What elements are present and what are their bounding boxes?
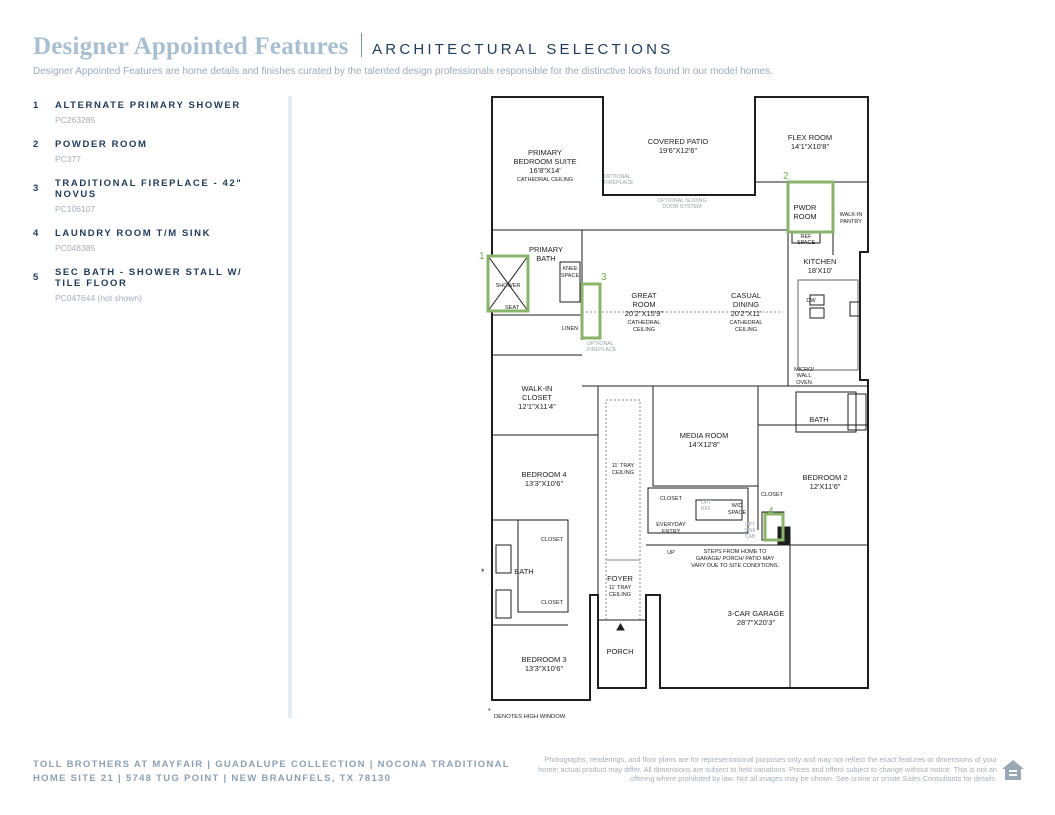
room-note: 11' TRAY bbox=[608, 585, 632, 591]
feature-code: PC106107 bbox=[55, 204, 96, 214]
feature-code: PC048385 bbox=[55, 243, 96, 253]
room-label: CLOSET bbox=[521, 393, 553, 402]
room-note: WALK-IN bbox=[839, 212, 863, 218]
room-note: CATHEDRAL CEILING bbox=[516, 177, 574, 183]
room-label: PWDR bbox=[793, 203, 817, 212]
room-note: OVEN bbox=[796, 380, 812, 386]
room-note: VARY DUE TO SITE CONDITIONS. bbox=[691, 563, 779, 569]
room-dim: 16'8"X14' bbox=[529, 166, 561, 175]
feature-code: PC263285 bbox=[55, 115, 96, 125]
feature-number: 4 bbox=[33, 228, 39, 239]
page-header bbox=[33, 30, 1033, 77]
room-label: ROOM bbox=[632, 300, 656, 309]
page-subtitle: ARCHITECTURAL SELECTIONS bbox=[372, 41, 674, 58]
page-title: Designer Appointed Features bbox=[33, 33, 349, 60]
room-note: MICRO/ bbox=[794, 367, 814, 373]
room-note: CLOSET bbox=[659, 496, 683, 502]
room-note: SEAT bbox=[505, 305, 519, 311]
room-note: SINK bbox=[744, 528, 756, 534]
title-divider bbox=[361, 33, 363, 57]
optional-note: DOOR SYSTEM bbox=[662, 204, 702, 210]
room-dim: 28'7"X20'3" bbox=[736, 618, 776, 627]
room-note: CEILING bbox=[611, 470, 635, 476]
room-note: CEILING bbox=[734, 327, 758, 333]
marker-2: 2 bbox=[783, 171, 789, 182]
feature-number: 5 bbox=[33, 272, 39, 283]
feature-item bbox=[33, 178, 268, 214]
room-note: 11' TRAY bbox=[611, 463, 635, 469]
room-note: REF bbox=[800, 234, 812, 240]
room-label: DINING bbox=[732, 300, 760, 309]
room-note: W/D bbox=[731, 503, 743, 509]
high-window-note: DENOTES HIGH WINDOW bbox=[494, 714, 566, 720]
room-dim: 14'1"X10'8" bbox=[790, 142, 830, 151]
room-label: PRIMARY bbox=[528, 245, 564, 254]
room-dim: 13'3"X10'6" bbox=[524, 664, 564, 673]
room-note: CEILING bbox=[632, 327, 656, 333]
marker-4: 4 bbox=[768, 506, 774, 517]
room-dim: 13'3"X10'6" bbox=[524, 479, 564, 488]
feature-code: PC377 bbox=[55, 154, 81, 164]
room-note: CLOSET bbox=[540, 600, 564, 606]
feature-code: PC047644 (not shown) bbox=[55, 293, 142, 303]
room-label: PORCH bbox=[606, 647, 634, 656]
room-label: COVERED PATIO bbox=[647, 137, 709, 146]
room-note: OPT bbox=[700, 500, 712, 506]
feature-name: LAUNDRY ROOM T/M SINK bbox=[55, 228, 212, 239]
room-note: UP bbox=[667, 550, 675, 556]
floor-plan bbox=[478, 90, 878, 720]
room-label: WALK-IN bbox=[521, 384, 553, 393]
feature-item bbox=[33, 100, 268, 125]
room-note: CLOSET bbox=[760, 492, 784, 498]
room-label: GREAT bbox=[631, 291, 657, 300]
room-label: BEDROOM 4 bbox=[521, 470, 567, 479]
room-dim: 14'X12'8" bbox=[688, 440, 720, 449]
room-note: SPACE bbox=[796, 240, 816, 246]
room-note: GARAGE/ PORCH/ PATIO MAY bbox=[695, 556, 775, 562]
room-note: STEPS FROM HOME TO bbox=[703, 549, 767, 555]
room-label: BATH bbox=[809, 415, 829, 424]
room-label: ROOM bbox=[793, 212, 817, 221]
optional-note: OPTIONAL SLIDING bbox=[657, 198, 707, 204]
room-label: BEDROOM 2 bbox=[802, 473, 848, 482]
room-note: REF bbox=[701, 506, 711, 512]
feature-number: 2 bbox=[33, 139, 39, 150]
room-label: 3-CAR GARAGE bbox=[727, 609, 785, 618]
feature-name: TRADITIONAL FIREPLACE - 42" NOVUS bbox=[55, 178, 243, 200]
room-note: KNEE bbox=[562, 266, 578, 272]
feature-name: SEC BATH - SHOWER STALL W/ TILE FLOOR bbox=[55, 267, 243, 289]
room-note: DW bbox=[806, 298, 816, 304]
feature-list bbox=[33, 100, 268, 317]
room-label: BEDROOM SUITE bbox=[513, 157, 577, 166]
title-row bbox=[33, 30, 1033, 61]
room-dim: 12'X11'6" bbox=[809, 482, 841, 491]
room-note: ENTRY bbox=[661, 529, 681, 535]
room-note: CLOSET bbox=[540, 537, 564, 543]
room-dim: 20'2"X15'9" bbox=[624, 309, 664, 318]
feature-item bbox=[33, 139, 268, 164]
high-window-mark: * bbox=[488, 708, 491, 715]
room-dim: 20'2"X11' bbox=[730, 309, 762, 318]
room-note: WALL bbox=[796, 373, 812, 379]
floor-plan-drawing bbox=[478, 90, 878, 720]
room-note: SPACE bbox=[727, 510, 747, 516]
room-note: LINEN bbox=[561, 326, 579, 332]
footer-community: TOLL BROTHERS AT MAYFAIR | GUADALUPE COLLECTION | NOCONA TRADITIONAL bbox=[33, 759, 510, 770]
room-dim: 12'1"X11'4" bbox=[518, 402, 556, 411]
feature-number: 3 bbox=[33, 183, 39, 194]
highlight-fireplace bbox=[582, 284, 600, 338]
room-note: EVERYDAY bbox=[656, 522, 686, 528]
feature-name: POWDER ROOM bbox=[55, 139, 148, 150]
marker-3: 3 bbox=[601, 272, 607, 283]
room-note: SHOWER bbox=[495, 283, 521, 289]
optional-note: FIREPLACE bbox=[587, 347, 617, 353]
room-note: CAB bbox=[744, 534, 756, 540]
optional-note: FIREPLACE bbox=[604, 180, 634, 186]
feature-item bbox=[33, 228, 268, 253]
room-note: PANTRY bbox=[840, 219, 862, 225]
room-label: FLEX ROOM bbox=[787, 133, 833, 142]
room-note: SPACE bbox=[560, 273, 580, 279]
disclaimer-text: Photographs, renderings, and floor plans are for representational purposes only and may not reflect the exact features or dimensions of your home; actual product may differ. All dimensions are subject to field variations. Prices and offers subject to change without notice. This is not an offering where prohibited by law. Not all images may be shown. See online or onsite Sales Consultants for details. bbox=[538, 755, 997, 783]
room-dim: 18'X10' bbox=[807, 266, 833, 275]
intro-text: Designer Appointed Features are home details and finishes curated by the talented design professionals responsible for the distinctive looks found in our model homes. bbox=[33, 66, 773, 77]
room-label: FOYER bbox=[607, 574, 633, 583]
high-window-mark: * bbox=[481, 567, 485, 577]
optional-note: OPTIONAL bbox=[587, 341, 614, 347]
room-label: KITCHEN bbox=[803, 257, 837, 266]
footer-address: HOME SITE 21 | 5748 TUG POINT | NEW BRAUNFELS, TX 78130 bbox=[33, 773, 392, 784]
optional-note: OPTIONAL bbox=[604, 174, 631, 180]
feature-item bbox=[33, 267, 268, 303]
room-label: BATH bbox=[536, 254, 556, 263]
room-label: BEDROOM 3 bbox=[521, 655, 567, 664]
room-note: CEILING bbox=[608, 592, 632, 598]
room-note: CATHEDRAL bbox=[729, 320, 763, 326]
feature-name: ALTERNATE PRIMARY SHOWER bbox=[55, 100, 241, 111]
marker-1: 1 bbox=[479, 251, 485, 262]
room-note: OPT bbox=[744, 522, 756, 528]
room-label: BATH bbox=[514, 567, 534, 576]
equal-housing-opportunity-icon bbox=[1000, 757, 1026, 783]
room-note: CATHEDRAL bbox=[627, 320, 661, 326]
room-label: MEDIA ROOM bbox=[679, 431, 729, 440]
room-label: CASUAL bbox=[730, 291, 762, 300]
room-dim: 19'6"X12'6" bbox=[658, 146, 698, 155]
feature-number: 1 bbox=[33, 100, 39, 111]
room-label: PRIMARY bbox=[527, 148, 563, 157]
vertical-divider bbox=[288, 96, 292, 718]
